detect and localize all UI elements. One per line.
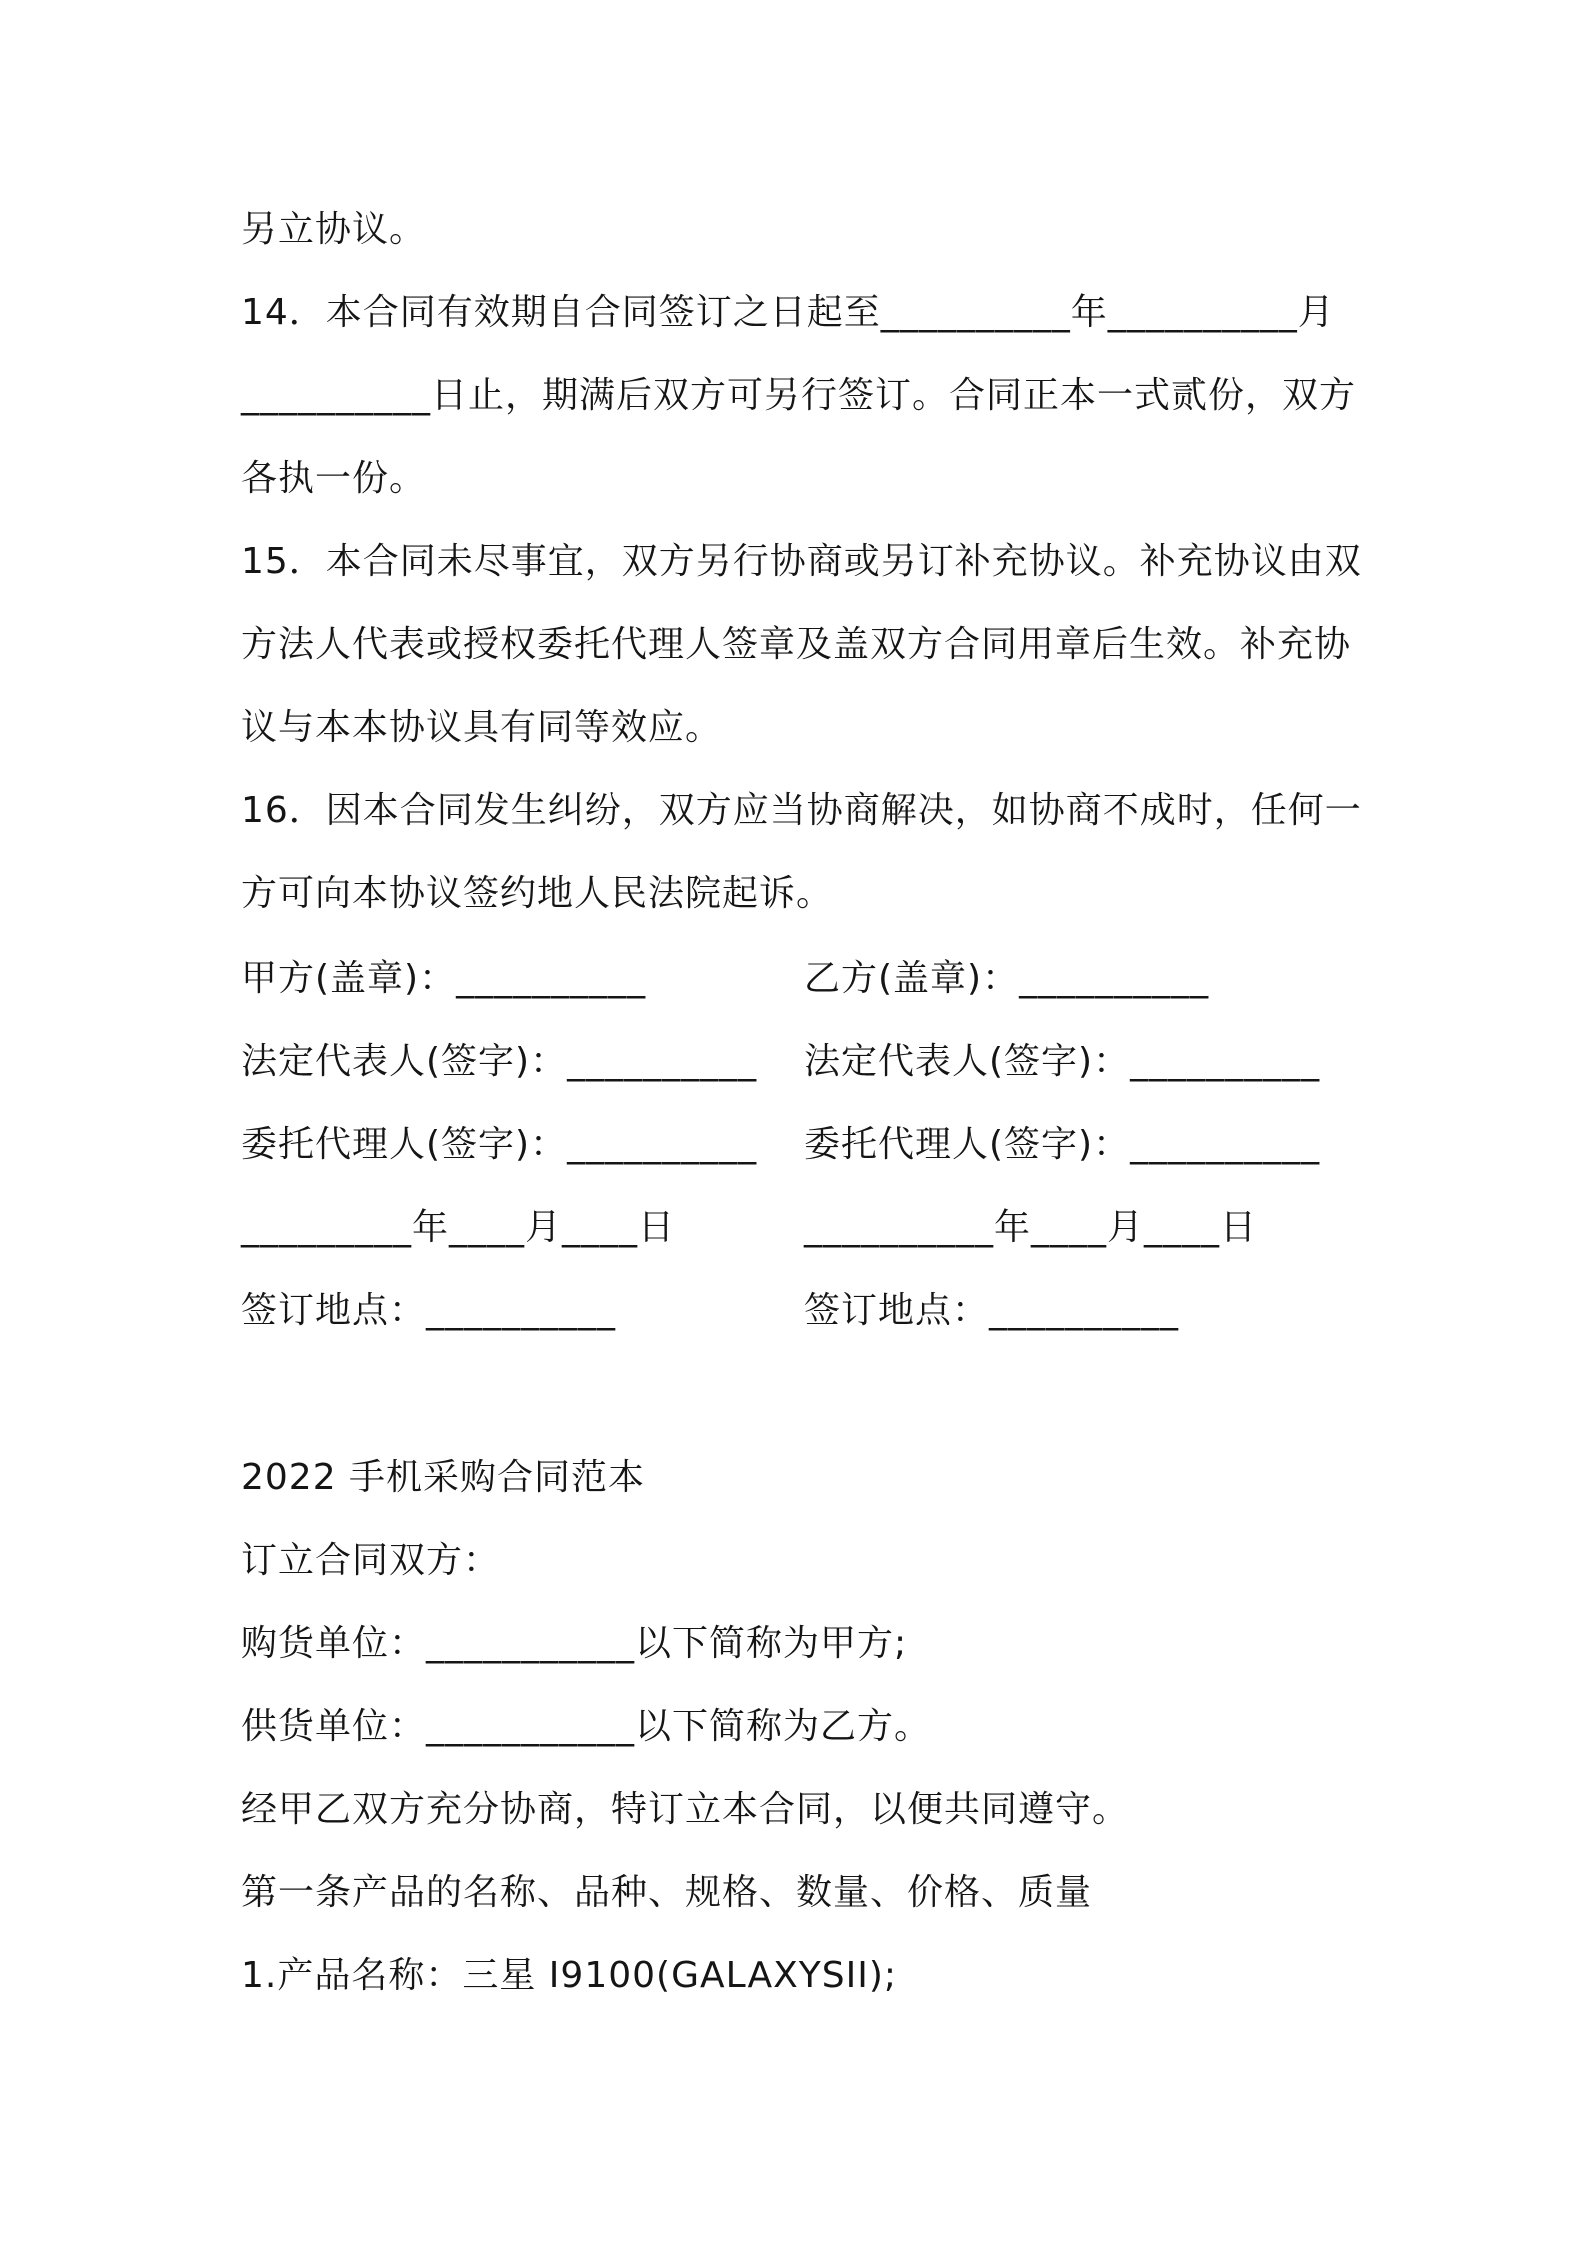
party-b-place: 签订地点：__________ bbox=[804, 1290, 1180, 1331]
clause-14-line-3: 各执一份。 bbox=[241, 458, 427, 499]
agreement-line: 经甲乙双方充分协商，特订立本合同，以便共同遵守。 bbox=[241, 1789, 1130, 1830]
clause-14-line-1: 14．本合同有效期自合同签订之日起至__________年__________月 bbox=[241, 292, 1335, 333]
seller-line: 供货单位：___________以下简称为乙方。 bbox=[241, 1706, 932, 1747]
parties-intro: 订立合同双方： bbox=[241, 1540, 501, 1581]
continuation-text: 另立协议。 bbox=[241, 209, 427, 250]
party-b-date: __________年____月____日 bbox=[804, 1207, 1257, 1248]
party-b-seal: 乙方(盖章)：__________ bbox=[804, 958, 1210, 999]
clause-15-line-2: 方法人代表或授权委托代理人签章及盖双方合同用章后生效。补充协 bbox=[241, 624, 1352, 665]
party-a-legal-rep: 法定代表人(签字)：__________ bbox=[241, 1041, 758, 1082]
party-a-agent: 委托代理人(签字)：__________ bbox=[241, 1124, 758, 1165]
clause-15-line-3: 议与本本协议具有同等效应。 bbox=[241, 707, 723, 748]
article-1-title: 第一条产品的名称、品种、规格、数量、价格、质量 bbox=[241, 1872, 1093, 1913]
clause-16-line-1: 16．因本合同发生纠纷，双方应当协商解决，如协商不成时，任何一 bbox=[241, 790, 1362, 831]
contract-title: 2022 手机采购合同范本 bbox=[241, 1457, 646, 1498]
clause-16-line-2: 方可向本协议签约地人民法院起诉。 bbox=[241, 873, 834, 914]
clause-14-line-2: __________日止，期满后双方可另行签订。合同正本一式贰份，双方 bbox=[241, 375, 1357, 416]
party-b-legal-rep: 法定代表人(签字)：__________ bbox=[804, 1041, 1321, 1082]
party-a-seal: 甲方(盖章)：__________ bbox=[241, 958, 647, 999]
party-b-agent: 委托代理人(签字)：__________ bbox=[804, 1124, 1321, 1165]
party-a-place: 签订地点：__________ bbox=[241, 1290, 617, 1331]
clause-15-line-1: 15．本合同未尽事宜，双方另行协商或另订补充协议。补充协议由双 bbox=[241, 541, 1362, 582]
buyer-line: 购货单位：___________以下简称为甲方; bbox=[241, 1623, 908, 1664]
product-name-line: 1.产品名称：三星 I9100(GALAXYSII); bbox=[241, 1955, 898, 1996]
party-a-date: _________年____月____日 bbox=[241, 1207, 675, 1248]
